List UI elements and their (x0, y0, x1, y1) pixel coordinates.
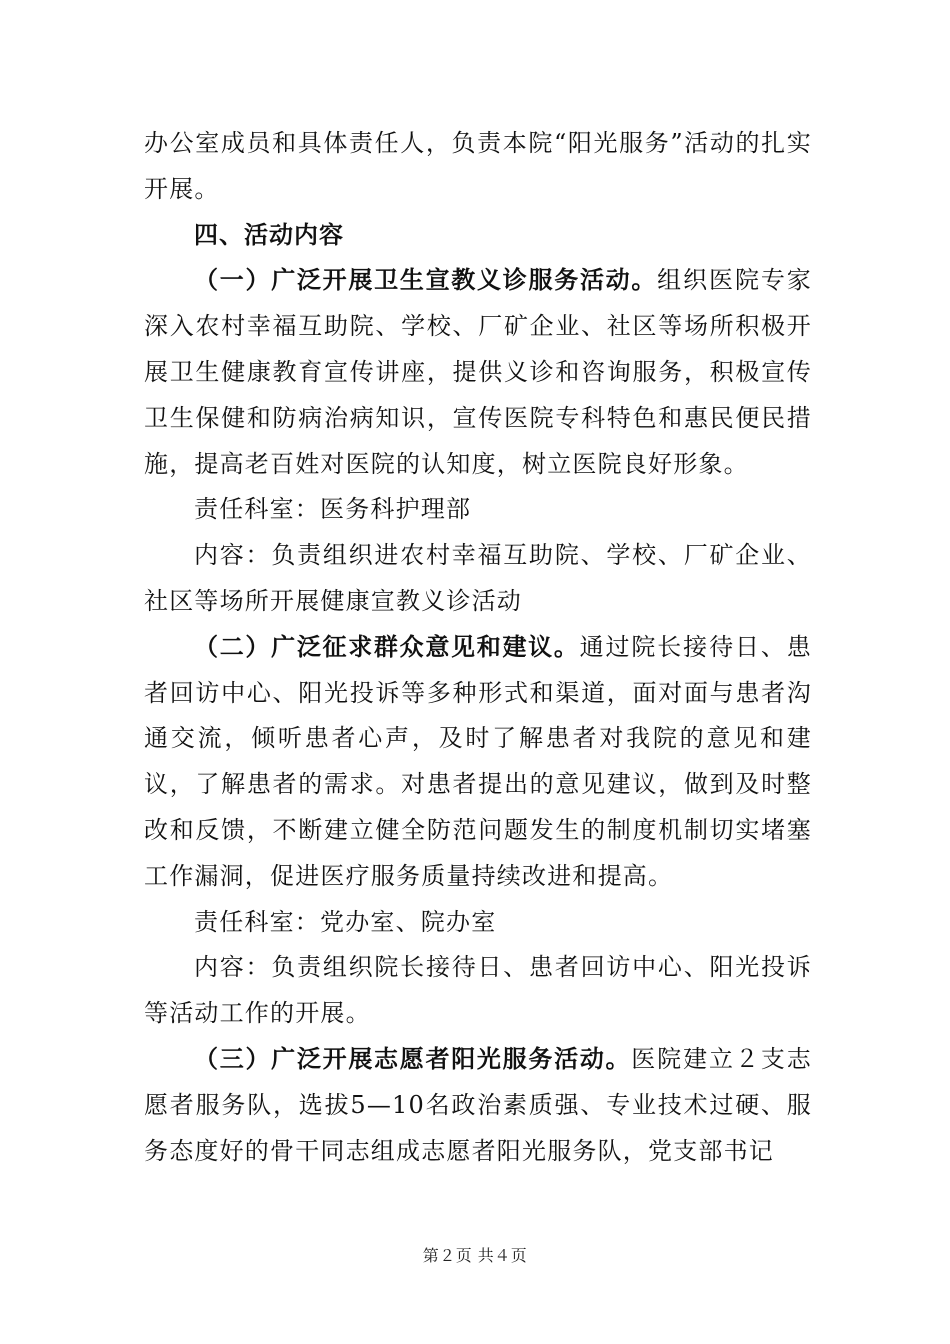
paragraph-text: 责任科室：党办室、院办室 (194, 907, 497, 936)
paragraph (144, 258, 812, 487)
paragraph-text: 组织医院专家深入农村幸福互助院、学校、厂矿企业、社区等场所积极开展卫生健康教育宣传讲座，提供义诊和咨询服务，积极宣传卫生保健和防病治病知识，宣传医院专科特色和惠民便民措施，提高老百姓对医院的认知度，树立医院良好形象。 (144, 266, 813, 478)
paragraph (144, 121, 812, 213)
paragraph-text: 内容：负责组织院长接待日、患者回访中心、阳光投诉等活动工作的开展。 (144, 953, 812, 1028)
paragraph-text: 医院建立２支志愿者服务队，选拔5—10名政治素质强、专业技术过硬、服务态度好的骨干同志组成志愿者阳光服务队，党支部书记 (144, 1044, 812, 1165)
paragraph-heading: （一）广泛开展卫生宣教义诊服务活动。 (194, 266, 658, 295)
section-heading (144, 213, 812, 259)
paragraph (144, 625, 812, 900)
paragraph (144, 900, 812, 946)
paragraph (144, 533, 812, 625)
paragraph-heading: 四、活动内容 (194, 220, 344, 249)
page-footer: 第２页 共４页 (422, 1246, 528, 1265)
paragraph (144, 1037, 812, 1174)
paragraph-text: 内容：负责组织进农村幸福互助院、学校、厂矿企业、社区等场所开展健康宣教义诊活动 (144, 541, 812, 615)
paragraph-text: 责任科室：医务科护理部 (194, 495, 472, 524)
paragraph (144, 487, 812, 533)
paragraph-heading: （二）广泛征求群众意见和建议。 (194, 632, 580, 661)
paragraph-text: 办公室成员和具体责任人，负责本院“阳光服务”活动的扎实开展。 (144, 129, 812, 203)
paragraph-heading: （三）广泛开展志愿者阳光服务活动。 (194, 1044, 632, 1073)
paragraph-text: 通过院长接待日、患者回访中心、阳光投诉等多种形式和渠道，面对面与患者沟通交流，倾听患者心声，及时了解患者对我院的意见和建议，了解患者的需求。对患者提出的意见建议，做到及时整改和反馈，不断建立健全防范问题发生的制度机制切实堵塞工作漏洞，促进医疗服务质量持续改进和提高。 (144, 632, 812, 890)
document-body (144, 121, 812, 1174)
paragraph (144, 945, 812, 1037)
